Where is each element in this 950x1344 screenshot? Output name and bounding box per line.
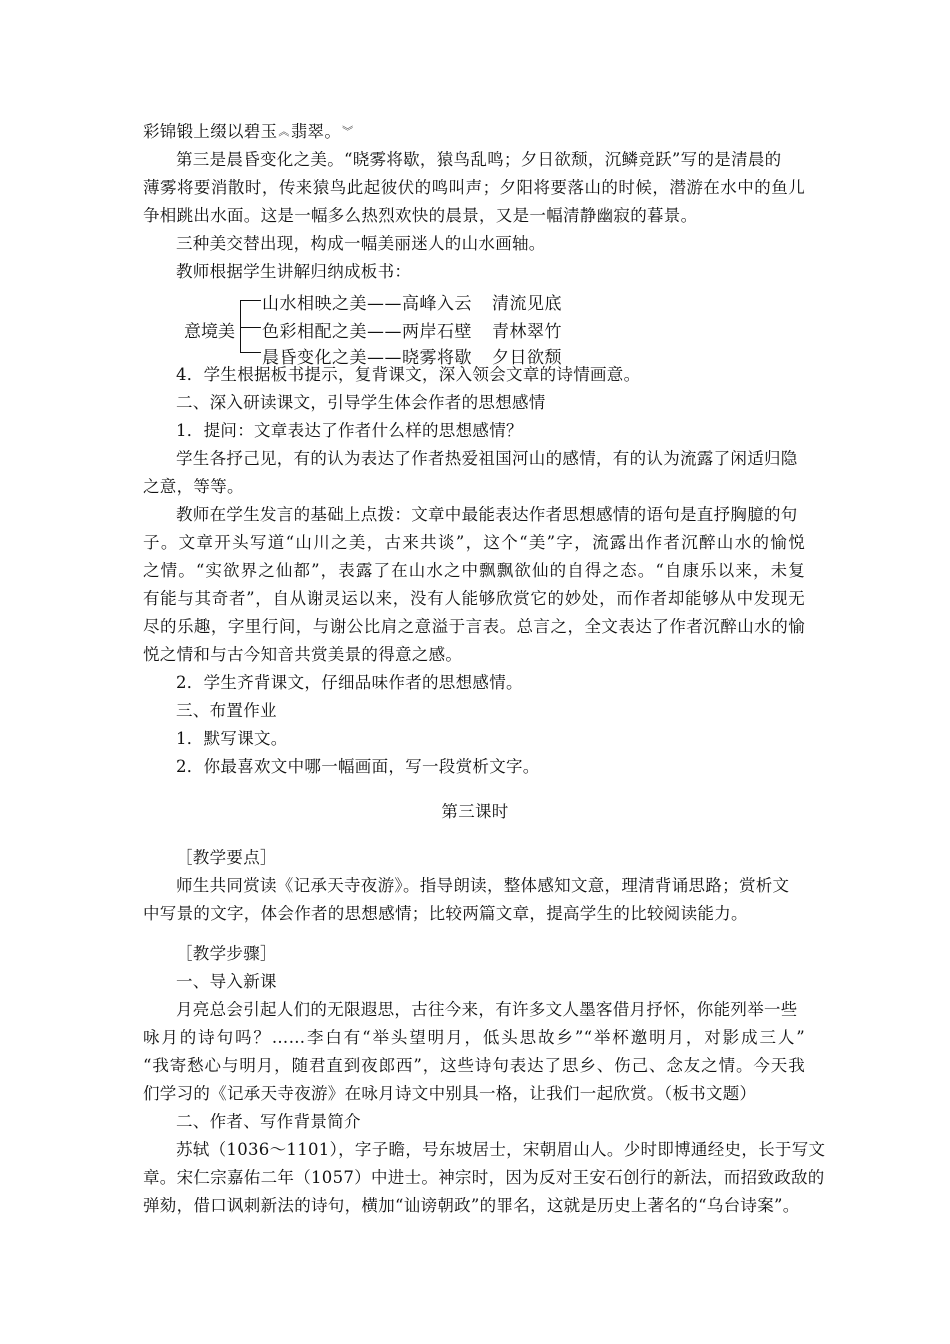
text-line: 章。宋仁宗嘉佑二年（1057）中进士。神宗时，因为反对王安石创行的新法，而招致政敌的: [143, 1168, 825, 1187]
heading-line: 三、布置作业: [176, 701, 277, 720]
text-line: 弹劾，借口讽刺新法的诗句，横加“讪谤朝政”的罪名，这就是历史上著名的“乌台诗案”。: [143, 1196, 800, 1215]
heading-line: 一、导入新课: [176, 972, 277, 991]
heading-line: ［教学步骤］: [176, 944, 277, 963]
text-line: 争相跳出水面。这是一幅多么热烈欢快的晨景，又是一幅清静幽寂的暮景。: [143, 206, 698, 225]
bracket-branch: [240, 327, 261, 328]
row-term: 山水相映之美——高峰入云: [262, 294, 472, 314]
chevron-down-icon: ︾: [342, 125, 354, 138]
text-line: 子。文章开头写道“山川之美，古来共谈”，这个“美”字，流露出作者沉醉山水的愉悦: [143, 533, 805, 552]
blackboard-summary-diagram: [182, 288, 602, 366]
text-line: 教师在学生发言的基础上点拨：文章中最能表达作者思想感情的语句是直抒胸臆的句: [176, 505, 798, 524]
section-title: 第三课时: [441, 802, 509, 821]
text-line: 之情。“实欲界之仙都”，表露了在山水之中飘飘欲仙的自得之态。“自康乐以来，未复: [143, 561, 805, 580]
diagram-row: [262, 317, 562, 342]
text-line: 4．学生根据板书提示，复背课文，深入领会文章的诗情画意。: [176, 365, 641, 384]
text-line: 1．默写课文。: [176, 729, 288, 748]
text-line: 之意，等等。: [143, 477, 244, 496]
text-line: 1．提问：文章表达了作者什么样的思想感情？: [176, 421, 523, 440]
text-run: 翡翠。: [290, 122, 342, 141]
row-term: 色彩相配之美——两岸石壁: [262, 322, 472, 342]
row-phrase: 夕日欲颓: [492, 348, 562, 368]
chevron-up-icon: ︽: [278, 125, 290, 138]
text-line: 尽的乐趣，字里行间，与谢公比肩之意溢于言表。总言之，全文表达了作者沉醉山水的愉: [143, 617, 805, 636]
heading-line: 二、深入研读课文，引导学生体会作者的思想感情: [176, 393, 546, 412]
heading-line: 二、作者、写作背景简介: [176, 1112, 361, 1131]
text-line: 三种美交替出现，构成一幅美丽迷人的山水画轴。: [176, 234, 546, 253]
text-line: 学生各抒己见，有的认为表达了作者热爱祖国河山的感情，有的认为流露了闲适归隐: [176, 449, 798, 468]
text-line: 悦之情和与古今知音共赏美景的得意之感。: [143, 645, 463, 664]
text-line: 第三是晨昏变化之美。“晓雾将歇，猿鸟乱鸣；夕日欲颓，沉鳞竞跃”写的是清晨的: [176, 150, 782, 169]
text-line: “我寄愁心与明月，随君直到夜郎西”，这些诗句表达了思乡、伤己、念友之情。今天我: [143, 1056, 805, 1075]
text-line: [143, 122, 354, 142]
text-line: 中写景的文字，体会作者的思想感情；比较两篇文章，提高学生的比较阅读能力。: [143, 904, 748, 923]
text-line: 月亮总会引起人们的无限遐思，古往今来，有许多文人墨客借月抒怀，你能列举一些: [176, 1000, 798, 1019]
diagram-row: [262, 289, 562, 314]
text-line: 师生共同赏读《记承天寺夜游》。指导朗读，整体感知文意，理清背诵思路；赏析文: [176, 876, 790, 895]
bracket-branch: [240, 300, 261, 301]
text-run: 彩锦锻上缀以碧玉: [143, 122, 278, 141]
text-line: 苏轼（1036～1101），字子瞻，号东坡居士，宋朝眉山人。少时即博通经史，长于写文: [176, 1140, 826, 1159]
text-line: 2．你最喜欢文中哪一幅画面，写一段赏析文字。: [176, 757, 540, 776]
row-phrase: 青林翠竹: [492, 322, 562, 342]
bracket-branch: [240, 352, 261, 353]
text-line: 们学习的《记承天寺夜游》在咏月诗文中别具一格，让我们一起欣赏。（板书文题）: [143, 1084, 757, 1103]
row-phrase: 清流见底: [492, 294, 562, 314]
text-line: 咏月的诗句吗？……李白有“举头望明月，低头思故乡”“举杯邀明月，对影成三人”: [143, 1028, 805, 1047]
text-line: 薄雾将要消散时，传来猿鸟此起彼伏的鸣叫声；夕阳将要落山的时候，潜游在水中的鱼儿: [143, 178, 805, 197]
text-line: 有能与其奇者”，自从谢灵运以来，没有人能够欣赏它的妙处，而作者却能够从中发现无: [143, 589, 805, 608]
text-line: 教师根据学生讲解归纳成板书：: [176, 262, 412, 281]
heading-line: ［教学要点］: [176, 848, 277, 867]
diagram-label: 意境美: [184, 322, 235, 342]
text-line: 2．学生齐背课文，仔细品味作者的思想感情。: [176, 673, 523, 692]
row-term: 晨昏变化之美——晓雾将歇: [262, 348, 472, 368]
